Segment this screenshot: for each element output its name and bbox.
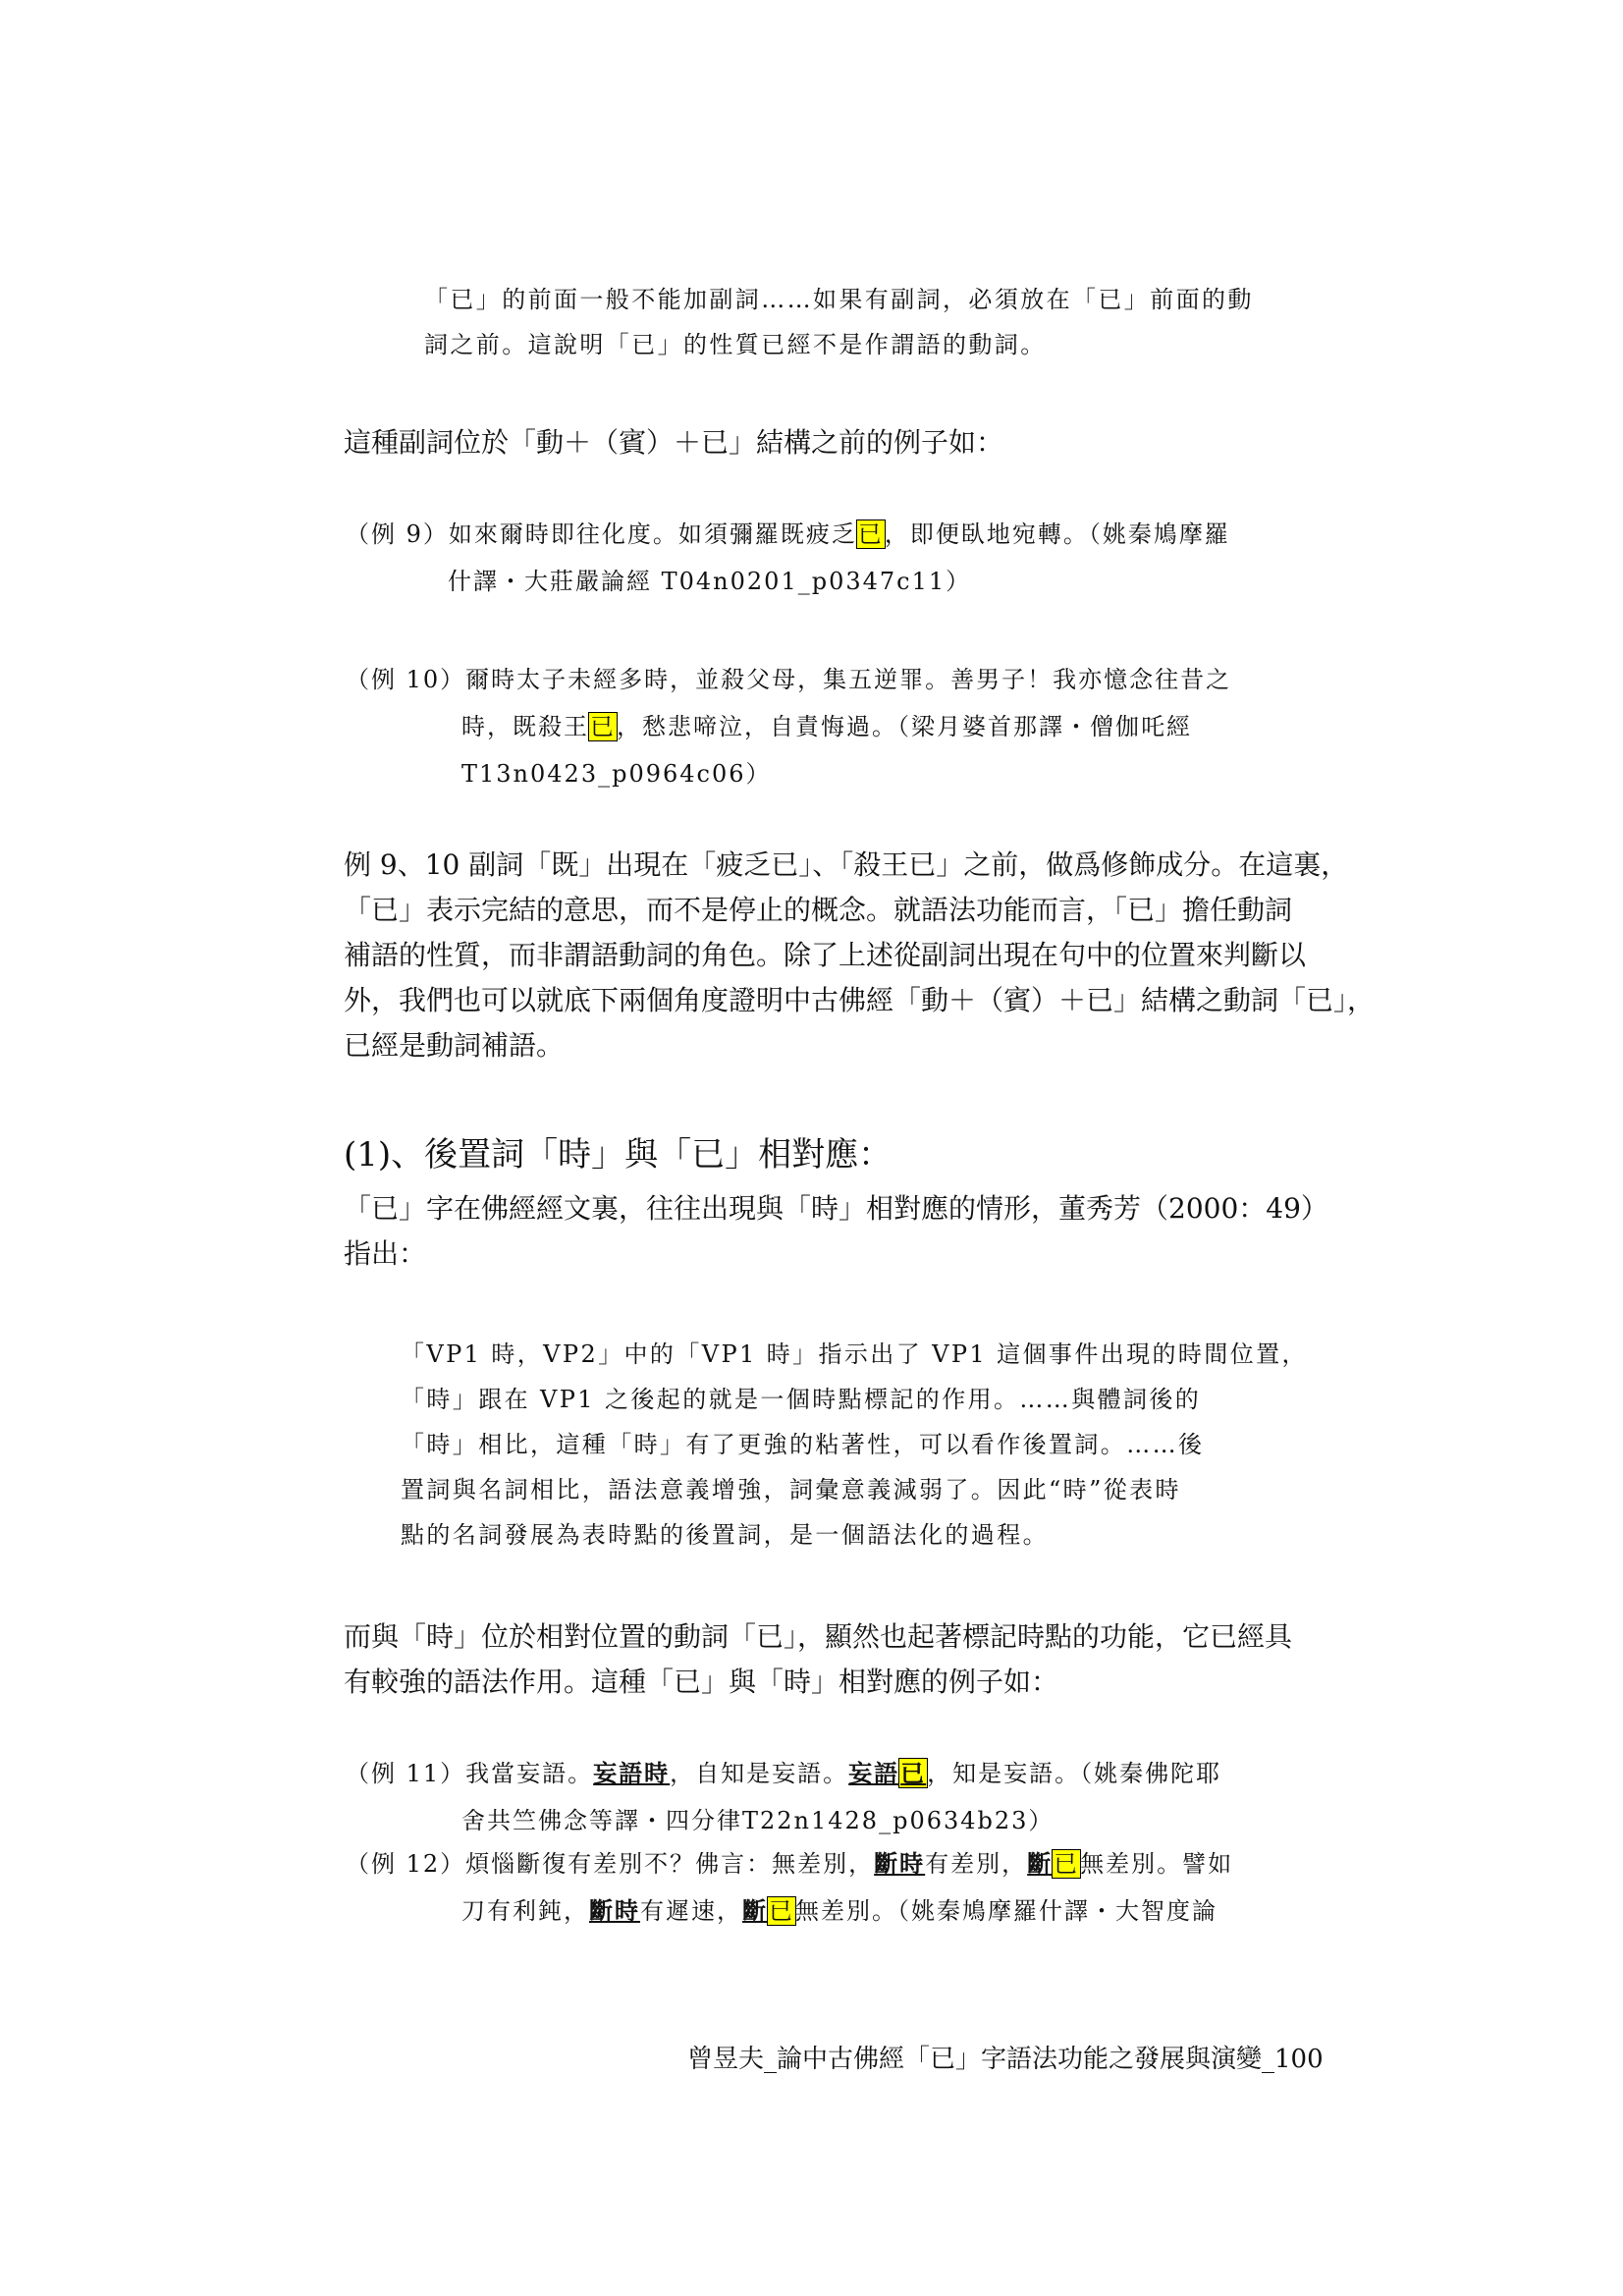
- paragraph-1-line-5: 已經是動詞補語。: [344, 1029, 565, 1062]
- example-12-line-2: [346, 1887, 1233, 1935]
- highlight-yi: 已: [1054, 1850, 1080, 1878]
- example-9: [346, 511, 1230, 605]
- paragraph-1-line-3: 補語的性質，而非謂語動詞的角色。除了上述從副詞出現在句中的位置來判斷以: [344, 939, 1307, 971]
- section-heading: (1)、後置詞「時」與「已」相對應：: [344, 1135, 893, 1175]
- example-9-text-a: （例 9）如來爾時即往化度。如須彌羅既疲乏: [346, 520, 857, 548]
- example-12-text: 有差別，: [925, 1850, 1028, 1878]
- emphasis-text: 妄語時: [593, 1759, 671, 1787]
- quote-2-line-2: 「時」跟在 VP1 之後起的就是一個時點標記的作用。……與體詞後的: [401, 1386, 1202, 1413]
- highlight-yi: 已: [900, 1759, 927, 1787]
- example-11: [346, 1750, 1221, 1844]
- example-9-line-1: [346, 511, 1230, 558]
- highlight-yi: 已: [590, 713, 616, 740]
- example-12: [346, 1840, 1233, 1935]
- example-10-text-a: 時，既殺王: [461, 713, 589, 740]
- example-11-line-1: [346, 1750, 1221, 1797]
- quote-block-2: [401, 1332, 1308, 1558]
- highlight-yi: 已: [769, 1897, 794, 1925]
- intro-sentence: [344, 420, 1003, 465]
- emphasis-text: 妄語: [848, 1759, 900, 1787]
- quote-2-line-5: 點的名詞發展為表時點的後置詞，是一個語法化的過程。: [401, 1521, 1049, 1549]
- paragraph-1-line-1: 例 9、10 副詞「既」出現在「疲乏已」、「殺王已」之前，做爲修飾成分。在這裏，: [344, 848, 1349, 881]
- quote-block-1: [424, 277, 1254, 367]
- paragraph-1-line-2: 「已」表示完結的意思，而不是停止的概念。就語法功能而言，「已」擔任動詞: [344, 894, 1293, 926]
- emphasis-text: 斷: [742, 1896, 768, 1925]
- example-11-line-2: 舍共竺佛念等譯・四分律T22n1428_p0634b23）: [461, 1807, 1055, 1834]
- paragraph-3-line-1: 而與「時」位於相對位置的動詞「已」，顯然也起著標記時點的功能，它已經具: [344, 1620, 1293, 1653]
- paragraph-1-line-4: 外，我們也可以就底下兩個角度證明中古佛經「動＋（賓）＋已」結構之動詞「已」，: [344, 984, 1376, 1016]
- example-11-text: ，自知是妄語。: [670, 1760, 849, 1787]
- quote-2-line-1: 「VP1 時，VP2」中的「VP1 時」指示出了 VP1 這個事件出現的時間位置，: [401, 1340, 1308, 1368]
- quote-1-line-2: 詞之前。這說明「已」的性質已經不是作謂語的動詞。: [424, 331, 1047, 358]
- example-12-text: 刀有利鈍，: [461, 1897, 589, 1925]
- paragraph-2: [344, 1186, 1328, 1277]
- example-11-text: （例 11）我當妄語。: [346, 1760, 594, 1787]
- example-9-line-2: 什譯・大莊嚴論經 T04n0201_p0347c11）: [448, 568, 972, 595]
- example-10: [346, 656, 1231, 797]
- example-12-text: （例 12）煩惱斷復有差別不？佛言：無差別，: [346, 1850, 875, 1878]
- emphasis-text: 斷時: [589, 1896, 640, 1925]
- example-12-text: 無差別。譬如: [1080, 1850, 1234, 1878]
- highlight-yi: 已: [857, 520, 884, 548]
- example-12-line-1: [346, 1840, 1233, 1887]
- emphasis-text: 斷時: [874, 1849, 926, 1878]
- example-10-text-b: ，愁悲啼泣，自責悔過。（梁月婆首那譯・僧伽吒經: [617, 713, 1192, 740]
- page-footer: 曾昱夫_論中古佛經「已」字語法功能之發展與演變_100: [687, 2045, 1324, 2074]
- paragraph-3-line-2: 有較強的語法作用。這種「已」與「時」相對應的例子如：: [344, 1666, 1059, 1698]
- example-10-line-3: T13n0423_p0964c06）: [461, 760, 772, 788]
- paragraph-2-line-2: 指出：: [344, 1237, 427, 1270]
- paragraph-1: [344, 843, 1375, 1068]
- example-11-text: ，知是妄語。（姚秦佛陀耶: [927, 1760, 1222, 1787]
- paragraph-2-line-1: 「已」字在佛經經文裏，往往出現與「時」相對應的情形，董秀芳（2000：49）: [344, 1192, 1328, 1225]
- quote-1-line-1: 「已」的前面一般不能加副詞……如果有副詞，必須放在「已」前面的動: [424, 286, 1254, 313]
- example-9-text-b: ，即便臥地宛轉。（姚秦鳩摩羅: [884, 520, 1230, 548]
- example-12-text: 無差別。（姚秦鳩摩羅什譯・大智度論: [795, 1897, 1217, 1925]
- quote-2-line-4: 置詞與名詞相比，語法意義增強，詞彙意義減弱了。因此“時”從表時: [401, 1476, 1181, 1503]
- paragraph-3: [344, 1614, 1292, 1705]
- example-10-line-1: （例 10）爾時太子未經多時，並殺父母，集五逆罪。善男子！我亦憶念往昔之: [346, 666, 1232, 693]
- emphasis-text: 斷: [1027, 1849, 1054, 1878]
- quote-2-line-3: 「時」相比，這種「時」有了更強的粘著性，可以看作後置詞。……後: [401, 1431, 1205, 1458]
- intro-sentence-text: 這種副詞位於「動＋（賓）＋已」結構之前的例子如：: [344, 426, 1004, 459]
- example-12-text: 有遲速，: [640, 1897, 742, 1925]
- example-10-line-2: [346, 703, 1231, 750]
